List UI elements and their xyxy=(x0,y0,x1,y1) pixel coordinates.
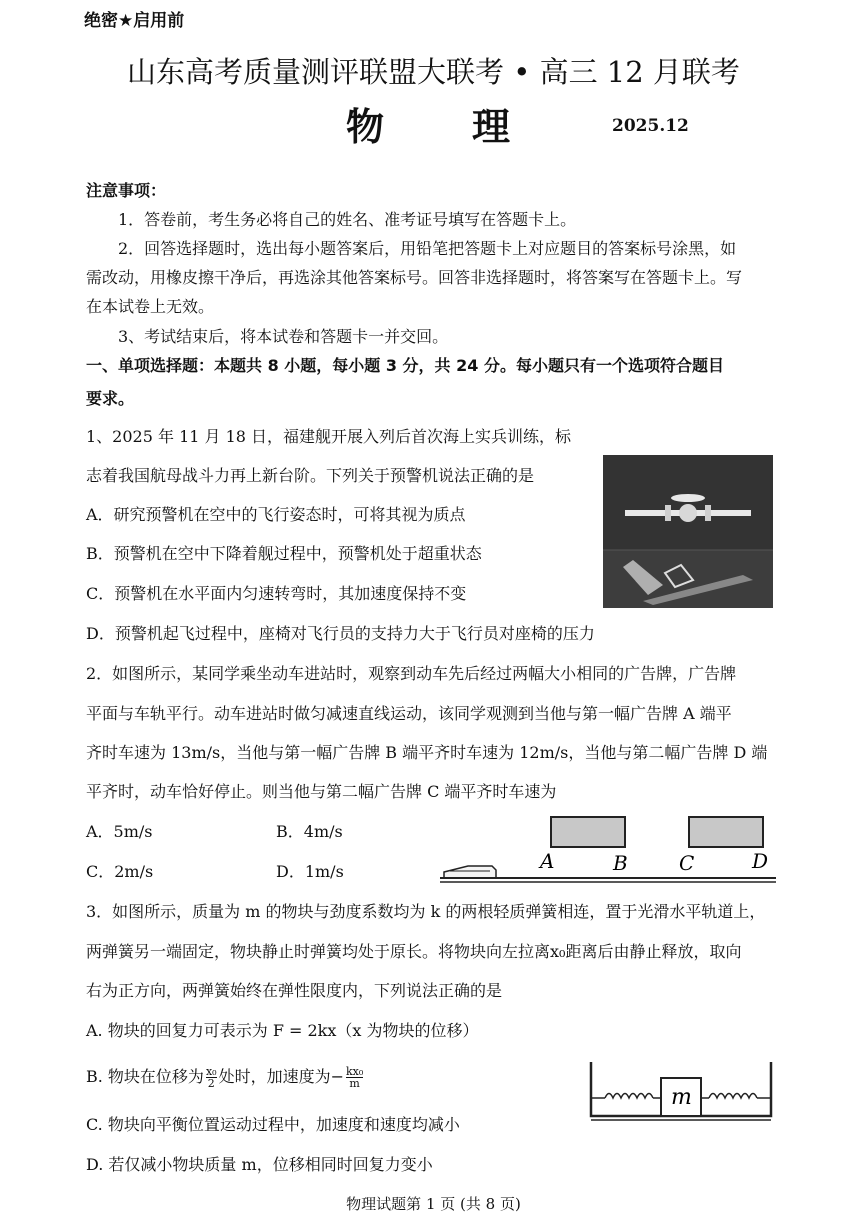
subject-title: 物理 xyxy=(346,105,599,149)
q3-option-d: D. 若仅减小物块质量 m，位移相同时回复力变小 xyxy=(86,1155,433,1174)
exam-title: 山东高考质量测评联盟大联考 • 高三 12 月联考 xyxy=(127,55,740,89)
note-item: 3、考试结束后，将本试卷和答题卡一并交回。 xyxy=(118,327,449,346)
note-item: 1．答卷前，考生务必将自己的姓名、准考证号填写在答题卡上。 xyxy=(118,210,577,229)
fraction-den: m xyxy=(349,1077,360,1090)
q1-option-c: C．预警机在水平面内匀速转弯时，其加速度保持不变 xyxy=(86,584,467,603)
fraction xyxy=(346,1066,363,1089)
billboard-figure xyxy=(440,812,780,890)
q1-option-b: B．预警机在空中下降着舰过程中，预警机处于超重状态 xyxy=(86,544,482,563)
aircraft-photo xyxy=(603,455,773,608)
exam-date: 2025.12 xyxy=(612,116,689,136)
section-heading: 一、单项选择题：本题共 8 小题，每小题 3 分，共 24 分。每小题只有一个选项符合题目 xyxy=(86,356,724,375)
q3-stem: 3．如图所示，质量为 m 的物块与劲度系数均为 k 的两根轻质弹簧相连，置于光滑水平轨道上， xyxy=(86,902,766,921)
q2-stem: 平面与车轨平行。动车进站时做匀减速直线运动，该同学观测到当他与第一幅广告牌 A 端平 xyxy=(86,704,732,723)
section-heading-cont: 要求。 xyxy=(86,389,135,408)
fraction xyxy=(206,1066,217,1089)
note-item: 2．回答选择题时，选出每小题答案后，用铅笔把答题卡上对应题目的答案标号涂黑，如 xyxy=(118,239,737,258)
q1-option-a: A．研究预警机在空中的飞行姿态时，可将其视为质点 xyxy=(86,505,466,524)
q2-option-a: A．5m/s xyxy=(86,822,153,841)
q3-stem: 两弹簧另一端固定，物块静止时弹簧均处于原长。将物块向左拉离x₀距离后由静止释放，取向 xyxy=(86,942,742,961)
q3-stem: 右为正方向，两弹簧始终在弹性限度内，下列说法正确的是 xyxy=(86,981,503,1000)
label-c: C xyxy=(679,851,695,875)
page-footer: 物理试题第 1 页 (共 8 页) xyxy=(346,1195,521,1213)
q3-option-b-mid: 处时，加速度为− xyxy=(218,1067,344,1086)
q1-stem: 志着我国航母战斗力再上新台阶。下列关于预警机说法正确的是 xyxy=(86,466,535,485)
q2-option-d: D．1m/s xyxy=(276,862,344,881)
q2-stem: 平齐时，动车恰好停止。则当他与第二幅广告牌 C 端平齐时车速为 xyxy=(86,782,557,801)
note-item: 需改动，用橡皮擦干净后，再选涂其他答案标号。回答非选择题时，将答案写在答题卡上。写 xyxy=(86,268,743,287)
mass-label: m xyxy=(671,1085,692,1110)
q2-stem: 2．如图所示，某同学乘坐动车进站时，观察到动车先后经过两幅大小相同的广告牌，广告牌 xyxy=(86,664,737,683)
secret-label: 绝密★启用前 xyxy=(84,11,185,31)
q2-option-c: C．2m/s xyxy=(86,862,154,881)
notes-heading: 注意事项： xyxy=(86,181,167,200)
q1-option-d: D．预警机起飞过程中，座椅对飞行员的支持力大于飞行员对座椅的压力 xyxy=(86,624,595,643)
label-d: D xyxy=(752,849,769,873)
q2-option-b: B．4m/s xyxy=(276,822,343,841)
label-a: A xyxy=(540,849,555,873)
fraction-num: kx₀ xyxy=(345,1065,364,1078)
q3-option-b-text: B. 物块在位移为 xyxy=(86,1067,204,1086)
spring-mass-figure xyxy=(585,1060,780,1124)
fraction-den: 2 xyxy=(207,1077,215,1090)
q3-option-a: A. 物块的回复力可表示为 F = 2kx（x 为物块的位移） xyxy=(86,1021,479,1040)
note-item: 在本试卷上无效。 xyxy=(86,297,215,316)
q3-option-b xyxy=(86,1066,365,1089)
q2-stem: 齐时车速为 13m/s，当他与第一幅广告牌 B 端平齐时车速为 12m/s，当他与第二幅广告牌 D 端 xyxy=(86,743,768,762)
q3-option-c: C. 物块向平衡位置运动过程中，加速度和速度均减小 xyxy=(86,1115,460,1134)
fraction-num: x₀ xyxy=(205,1065,217,1078)
label-b: B xyxy=(613,851,628,875)
q1-stem: 1、2025 年 11 月 18 日，福建舰开展入列后首次海上实兵训练，标 xyxy=(86,427,572,446)
